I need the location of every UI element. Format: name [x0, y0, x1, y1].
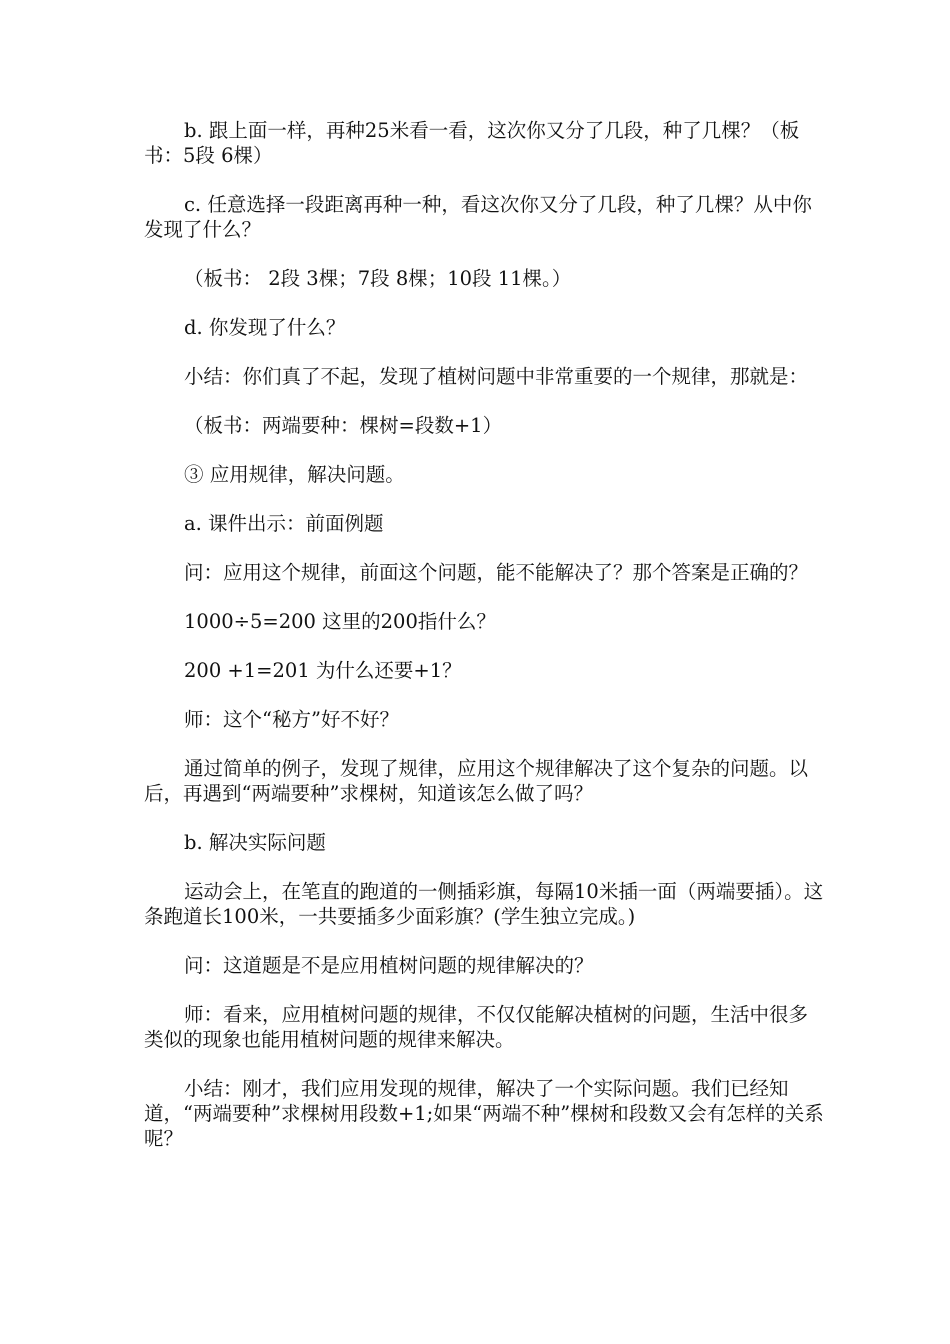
paragraph-b-practice: b. 解决实际问题: [184, 831, 326, 854]
paragraph-board-note-1: （板书： 2段 3棵；7段 8棵；10段 11棵。）: [184, 267, 572, 290]
paragraph-conclusion-1: 通过简单的例子，发现了规律，应用这个规律解决了这个复杂的问题。以后，再遇到“两端要种”求棵树，知道该怎么做了吗？: [144, 757, 809, 805]
paragraph-question-1: 问：应用这个规律，前面这个问题，能不能解决了？那个答案是正确的？: [184, 561, 809, 584]
document-body: [144, 118, 824, 1175]
paragraph-board-note-2: （板书：两端要种：棵树=段数+1）: [184, 414, 503, 437]
paragraph-d-step: d. 你发现了什么？: [184, 316, 346, 339]
paragraph-c-step: c. 任意选择一段距离再种一种，看这次你又分了几段，种了几棵？从中你发现了什么？: [144, 193, 812, 241]
paragraph-summary-1: 小结：你们真了不起，发现了植树问题中非常重要的一个规律，那就是：: [184, 365, 809, 388]
paragraph-equation-1: 1000÷5=200 这里的200指什么？: [184, 610, 496, 633]
paragraph-teacher-2: 师：看来，应用植树问题的规律，不仅仅能解决植树的问题，生活中很多类似的现象也能用植树问题的规律来解决。: [144, 1003, 809, 1051]
paragraph-section-3: ③ 应用规律，解决问题。: [184, 463, 405, 486]
paragraph-teacher-1: 师：这个“秘方”好不好？: [184, 708, 399, 731]
paragraph-question-2: 问：这道题是不是应用植树问题的规律解决的？: [184, 954, 594, 977]
paragraph-summary-2: 小结：刚才，我们应用发现的规律，解决了一个实际问题。我们已经知道，“两端要种”求棵树用段数+1;如果“两端不种”棵树和段数又会有怎样的关系呢？: [144, 1077, 824, 1150]
paragraph-b-step: b. 跟上面一样，再种25米看一看，这次你又分了几段，种了几棵？（板书：5段 6棵）: [144, 119, 800, 167]
paragraph-problem: 运动会上，在笔直的跑道的一侧插彩旗，每隔10米插一面（两端要插）。这条跑道长100米，一共要插多少面彩旗？(学生独立完成。): [144, 880, 824, 928]
paragraph-equation-2: 200 +1=201 为什么还要+1？: [184, 659, 462, 682]
paragraph-a-step: a. 课件出示：前面例题: [184, 512, 384, 535]
